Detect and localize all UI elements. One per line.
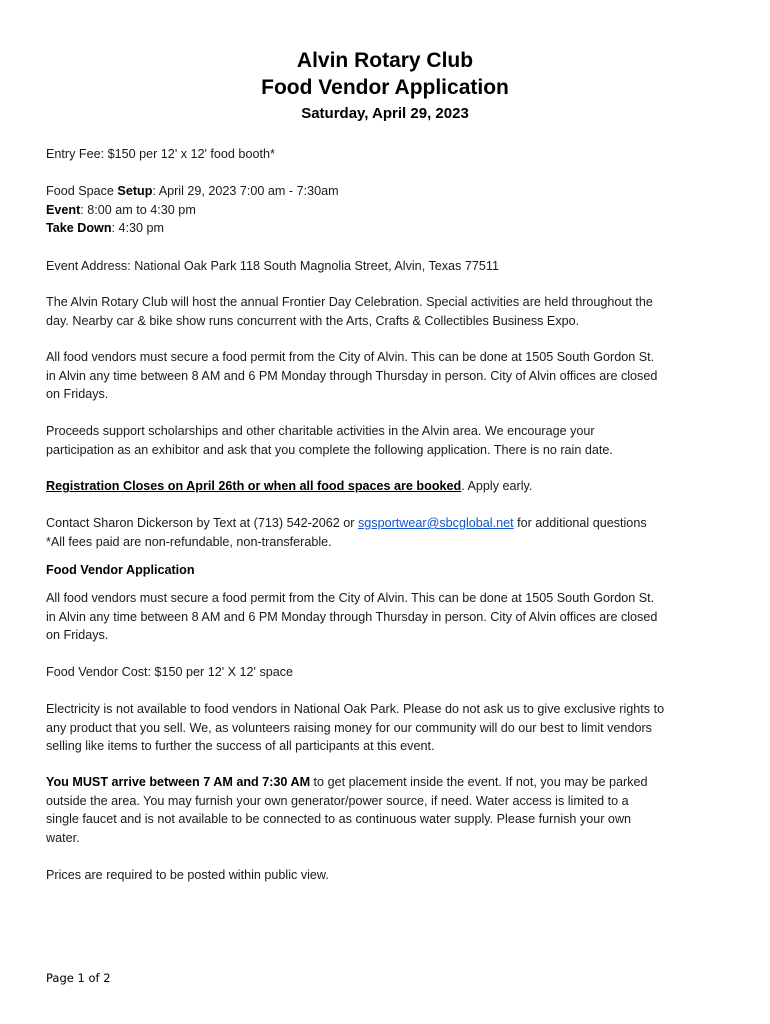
paragraph-line: single faucet and is not available to be connected to as continuous water supply. Please furnish your own bbox=[46, 812, 632, 826]
vendor-cost bbox=[46, 663, 726, 682]
paragraph-line: in Alvin any time between 8 AM and 6 PM Monday through Thursday in person. City of Alvin offices are closed bbox=[46, 368, 658, 383]
arrival-line bbox=[46, 773, 726, 792]
registration-notice bbox=[46, 477, 726, 496]
schedule bbox=[46, 182, 726, 238]
takedown-label: Take Down bbox=[46, 221, 112, 235]
proceeds-paragraph bbox=[46, 422, 726, 459]
entry-fee bbox=[46, 145, 726, 164]
paragraph-line: outside the area. You may furnish your own generator/power source, if need. Water access is limited to a bbox=[46, 793, 629, 808]
entry-fee-text: Entry Fee: $150 per 12' x 12' food booth* bbox=[46, 147, 275, 161]
contact-before: Contact Sharon Dickerson by Text at (713) 542-2062 or bbox=[46, 516, 358, 530]
paragraph-line: Electricity is not available to food vendors in National Oak Park. Please do not ask us to give exclusive rights to bbox=[46, 702, 665, 716]
permit-paragraph-2 bbox=[46, 589, 726, 645]
arrival-requirement: You MUST arrive between 7 AM and 7:30 AM bbox=[46, 775, 311, 789]
arrival-paragraph bbox=[46, 773, 726, 847]
registration-rest: . Apply early. bbox=[461, 479, 533, 493]
paragraph-line: on Fridays. bbox=[46, 387, 109, 401]
section-heading bbox=[46, 561, 726, 580]
intro-paragraph bbox=[46, 293, 726, 330]
permit-paragraph bbox=[46, 348, 726, 404]
org-title: Alvin Rotary Club bbox=[296, 49, 474, 72]
setup-value: : April 29, 2023 7:00 am - 7:30am bbox=[152, 184, 339, 198]
paragraph-line: Proceeds support scholarships and other charitable activities in the Alvin area. We encourage your bbox=[46, 424, 595, 438]
event-line bbox=[46, 201, 726, 220]
registration-line bbox=[46, 477, 726, 496]
event-address-text: Event Address: National Oak Park 118 South Magnolia Street, Alvin, Texas 77511 bbox=[46, 259, 499, 273]
setup-line bbox=[46, 182, 726, 201]
prices-text: Prices are required to be posted within public view. bbox=[46, 868, 329, 882]
electricity-paragraph bbox=[46, 700, 726, 756]
paragraph-line: water. bbox=[46, 830, 80, 845]
form-title: Food Vendor Application bbox=[261, 76, 509, 99]
takedown-line bbox=[46, 219, 726, 238]
paragraph-line: any product that you sell. We, as volunteers raising money for our community will do our best to limit vendors bbox=[46, 720, 652, 735]
page-number: Page 1 of 2 bbox=[46, 971, 111, 985]
setup-label: Setup bbox=[117, 184, 153, 198]
paragraph-line: in Alvin any time between 8 AM and 6 PM Monday through Thursday in person. City of Alvin offices are closed bbox=[46, 609, 658, 624]
paragraph-line: day. Nearby car & bike show runs concurrent with the Arts, Crafts & Collectibles Business Expo. bbox=[46, 313, 580, 328]
vendor-cost-text: Food Vendor Cost: $150 per 12' X 12' space bbox=[46, 665, 294, 679]
contact-line bbox=[46, 514, 726, 533]
event-value: : 8:00 am to 4:30 pm bbox=[80, 202, 196, 217]
arrival-rest: to get placement inside the event. If not, you may be parked bbox=[310, 775, 648, 789]
event-label: Event bbox=[46, 202, 81, 217]
takedown-value: : 4:30 pm bbox=[111, 221, 165, 235]
paragraph-line: selling like items to further the success of all participants at this event. bbox=[46, 739, 435, 753]
prices-note bbox=[46, 866, 726, 885]
setup-prefix: Food Space bbox=[46, 184, 118, 198]
contact-info bbox=[46, 514, 726, 551]
fees-note: *All fees paid are non-refundable, non-transferable. bbox=[46, 534, 332, 549]
event-date: Saturday, April 29, 2023 bbox=[301, 105, 469, 122]
paragraph-line: All food vendors must secure a food permit from the City of Alvin. This can be done at 1505 South Gordon St. bbox=[46, 591, 655, 605]
section-heading-text: Food Vendor Application bbox=[46, 563, 195, 577]
event-address bbox=[46, 257, 726, 276]
paragraph-line: All food vendors must secure a food permit from the City of Alvin. This can be done at 1505 South Gordon St. bbox=[46, 350, 655, 364]
email-link[interactable]: sgsportwear@sbcglobal.net bbox=[357, 516, 514, 530]
paragraph-line: on Fridays. bbox=[46, 628, 109, 642]
registration-deadline: Registration Closes on April 26th or when all food spaces are booked bbox=[46, 479, 462, 493]
paragraph-line: participation as an exhibitor and ask that you complete the following application. There is no rain date. bbox=[46, 442, 613, 457]
contact-after: for additional questions bbox=[513, 516, 647, 530]
paragraph-line: The Alvin Rotary Club will host the annual Frontier Day Celebration. Special activities are held throughout the bbox=[46, 295, 653, 309]
